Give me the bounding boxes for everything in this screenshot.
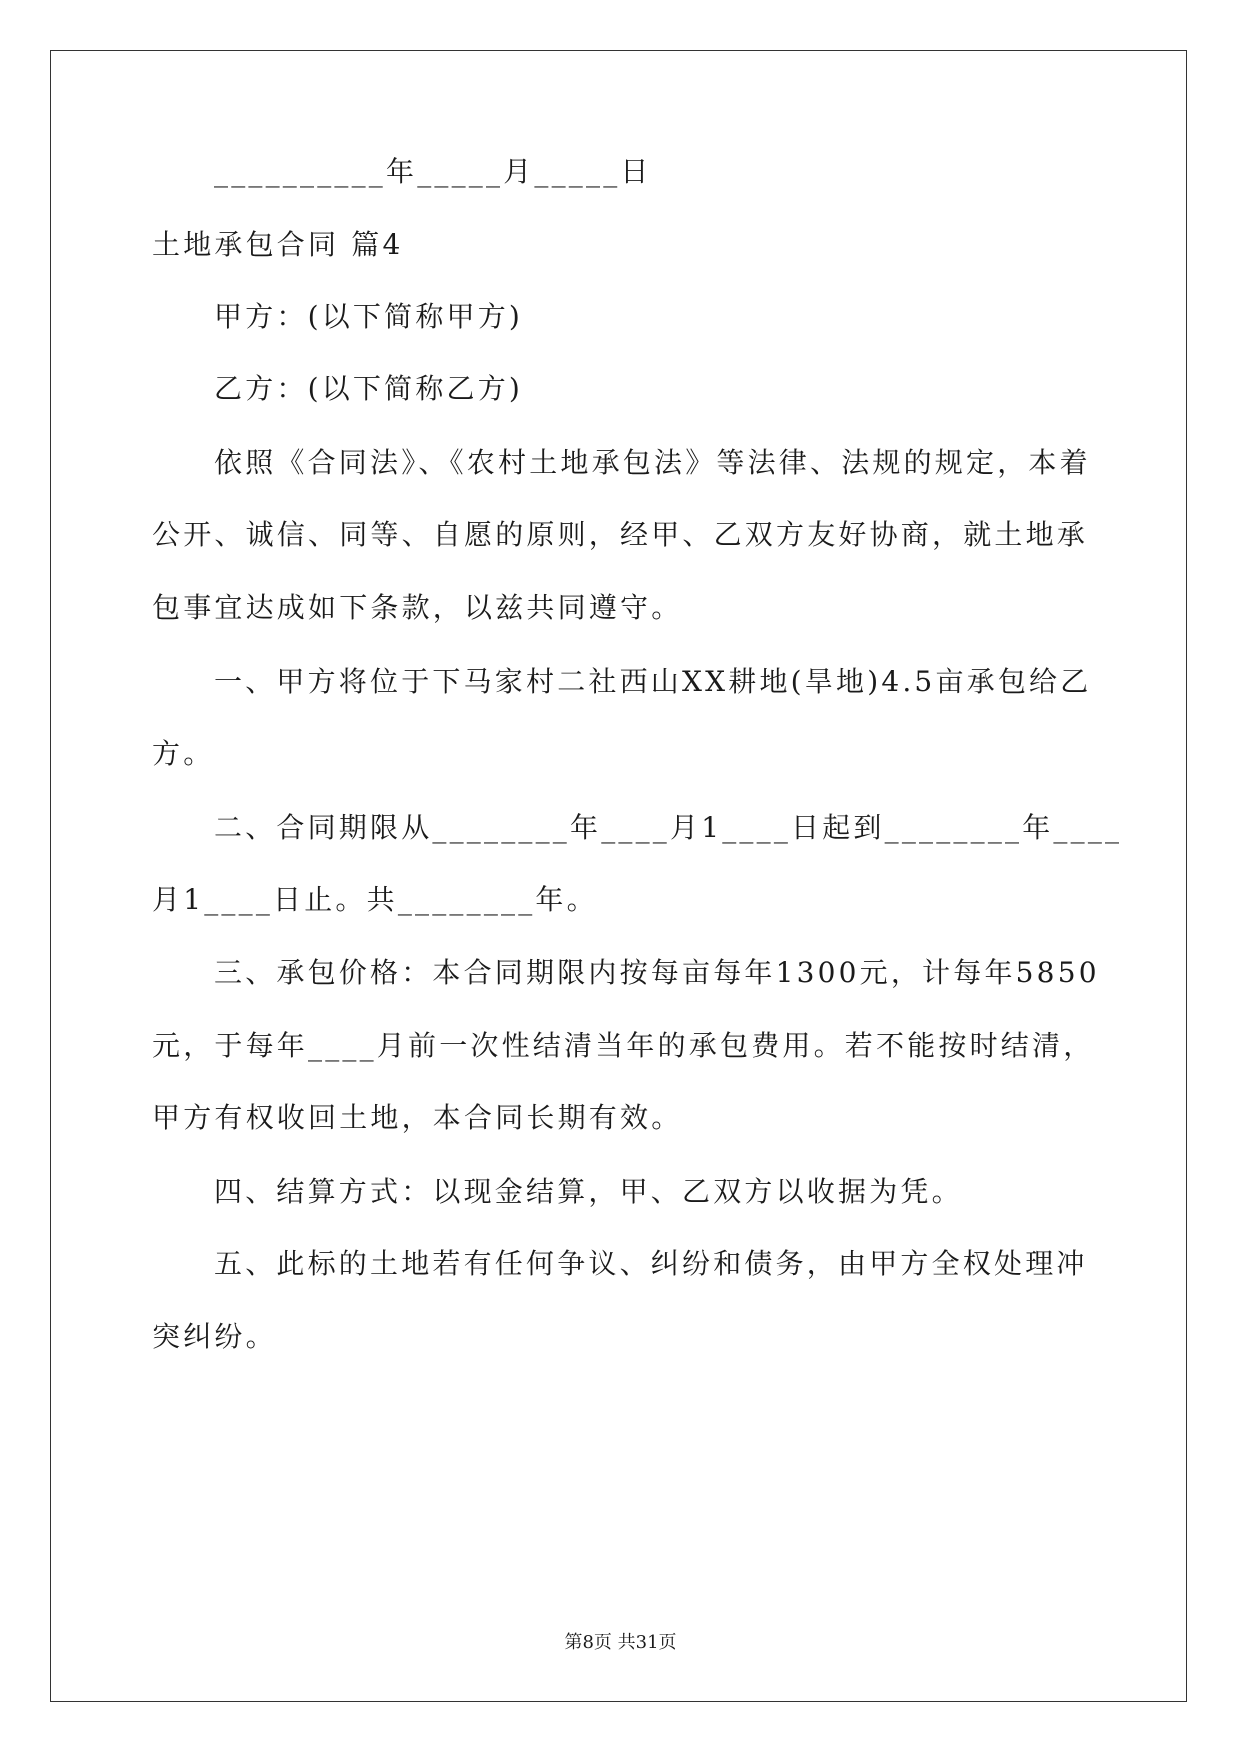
page-number: 第8页 共31页 — [564, 1632, 677, 1653]
clause-1-line-1: 一、甲方将位于下马家村二社西山XX耕地(旱地)4.5亩承包给乙 — [214, 665, 1092, 698]
date-line: __________年_____月_____日 — [214, 155, 652, 188]
clause-1-line-2: 方。 — [152, 737, 215, 770]
preamble-line-2: 公开、诚信、同等、自愿的原则，经甲、乙双方友好协商，就土地承 — [152, 518, 1089, 551]
clause-3-line-2: 元，于每年____月前一次性结清当年的承包费用。若不能按时结清， — [152, 1029, 1095, 1062]
preamble-line-3: 包事宜达成如下条款，以兹共同遵守。 — [152, 591, 683, 624]
clause-4-line-1: 四、结算方式：以现金结算，甲、乙双方以收据为凭。 — [214, 1175, 963, 1208]
party-b-line: 乙方：(以下简称乙方) — [214, 372, 524, 405]
clause-2-line-2: 月1____日止。共________年。 — [152, 883, 598, 916]
clause-2-line-1: 二、合同期限从________年____月1____日起到________年____ — [214, 811, 1123, 844]
clause-5-line-2: 突纠纷。 — [152, 1320, 277, 1353]
clause-5-line-1: 五、此标的土地若有任何争议、纠纷和债务，由甲方全权处理冲 — [214, 1247, 1088, 1280]
section-heading: 土地承包合同 篇4 — [152, 228, 404, 261]
preamble-line-1: 依照《合同法》、《农村土地承包法》等法律、法规的规定，本着 — [214, 446, 1091, 479]
party-a-line: 甲方：(以下简称甲方) — [214, 300, 524, 333]
clause-3-line-3: 甲方有权收回土地，本合同长期有效。 — [152, 1101, 683, 1134]
clause-3-line-1: 三、承包价格：本合同期限内按每亩每年1300元，计每年5850 — [214, 956, 1100, 989]
